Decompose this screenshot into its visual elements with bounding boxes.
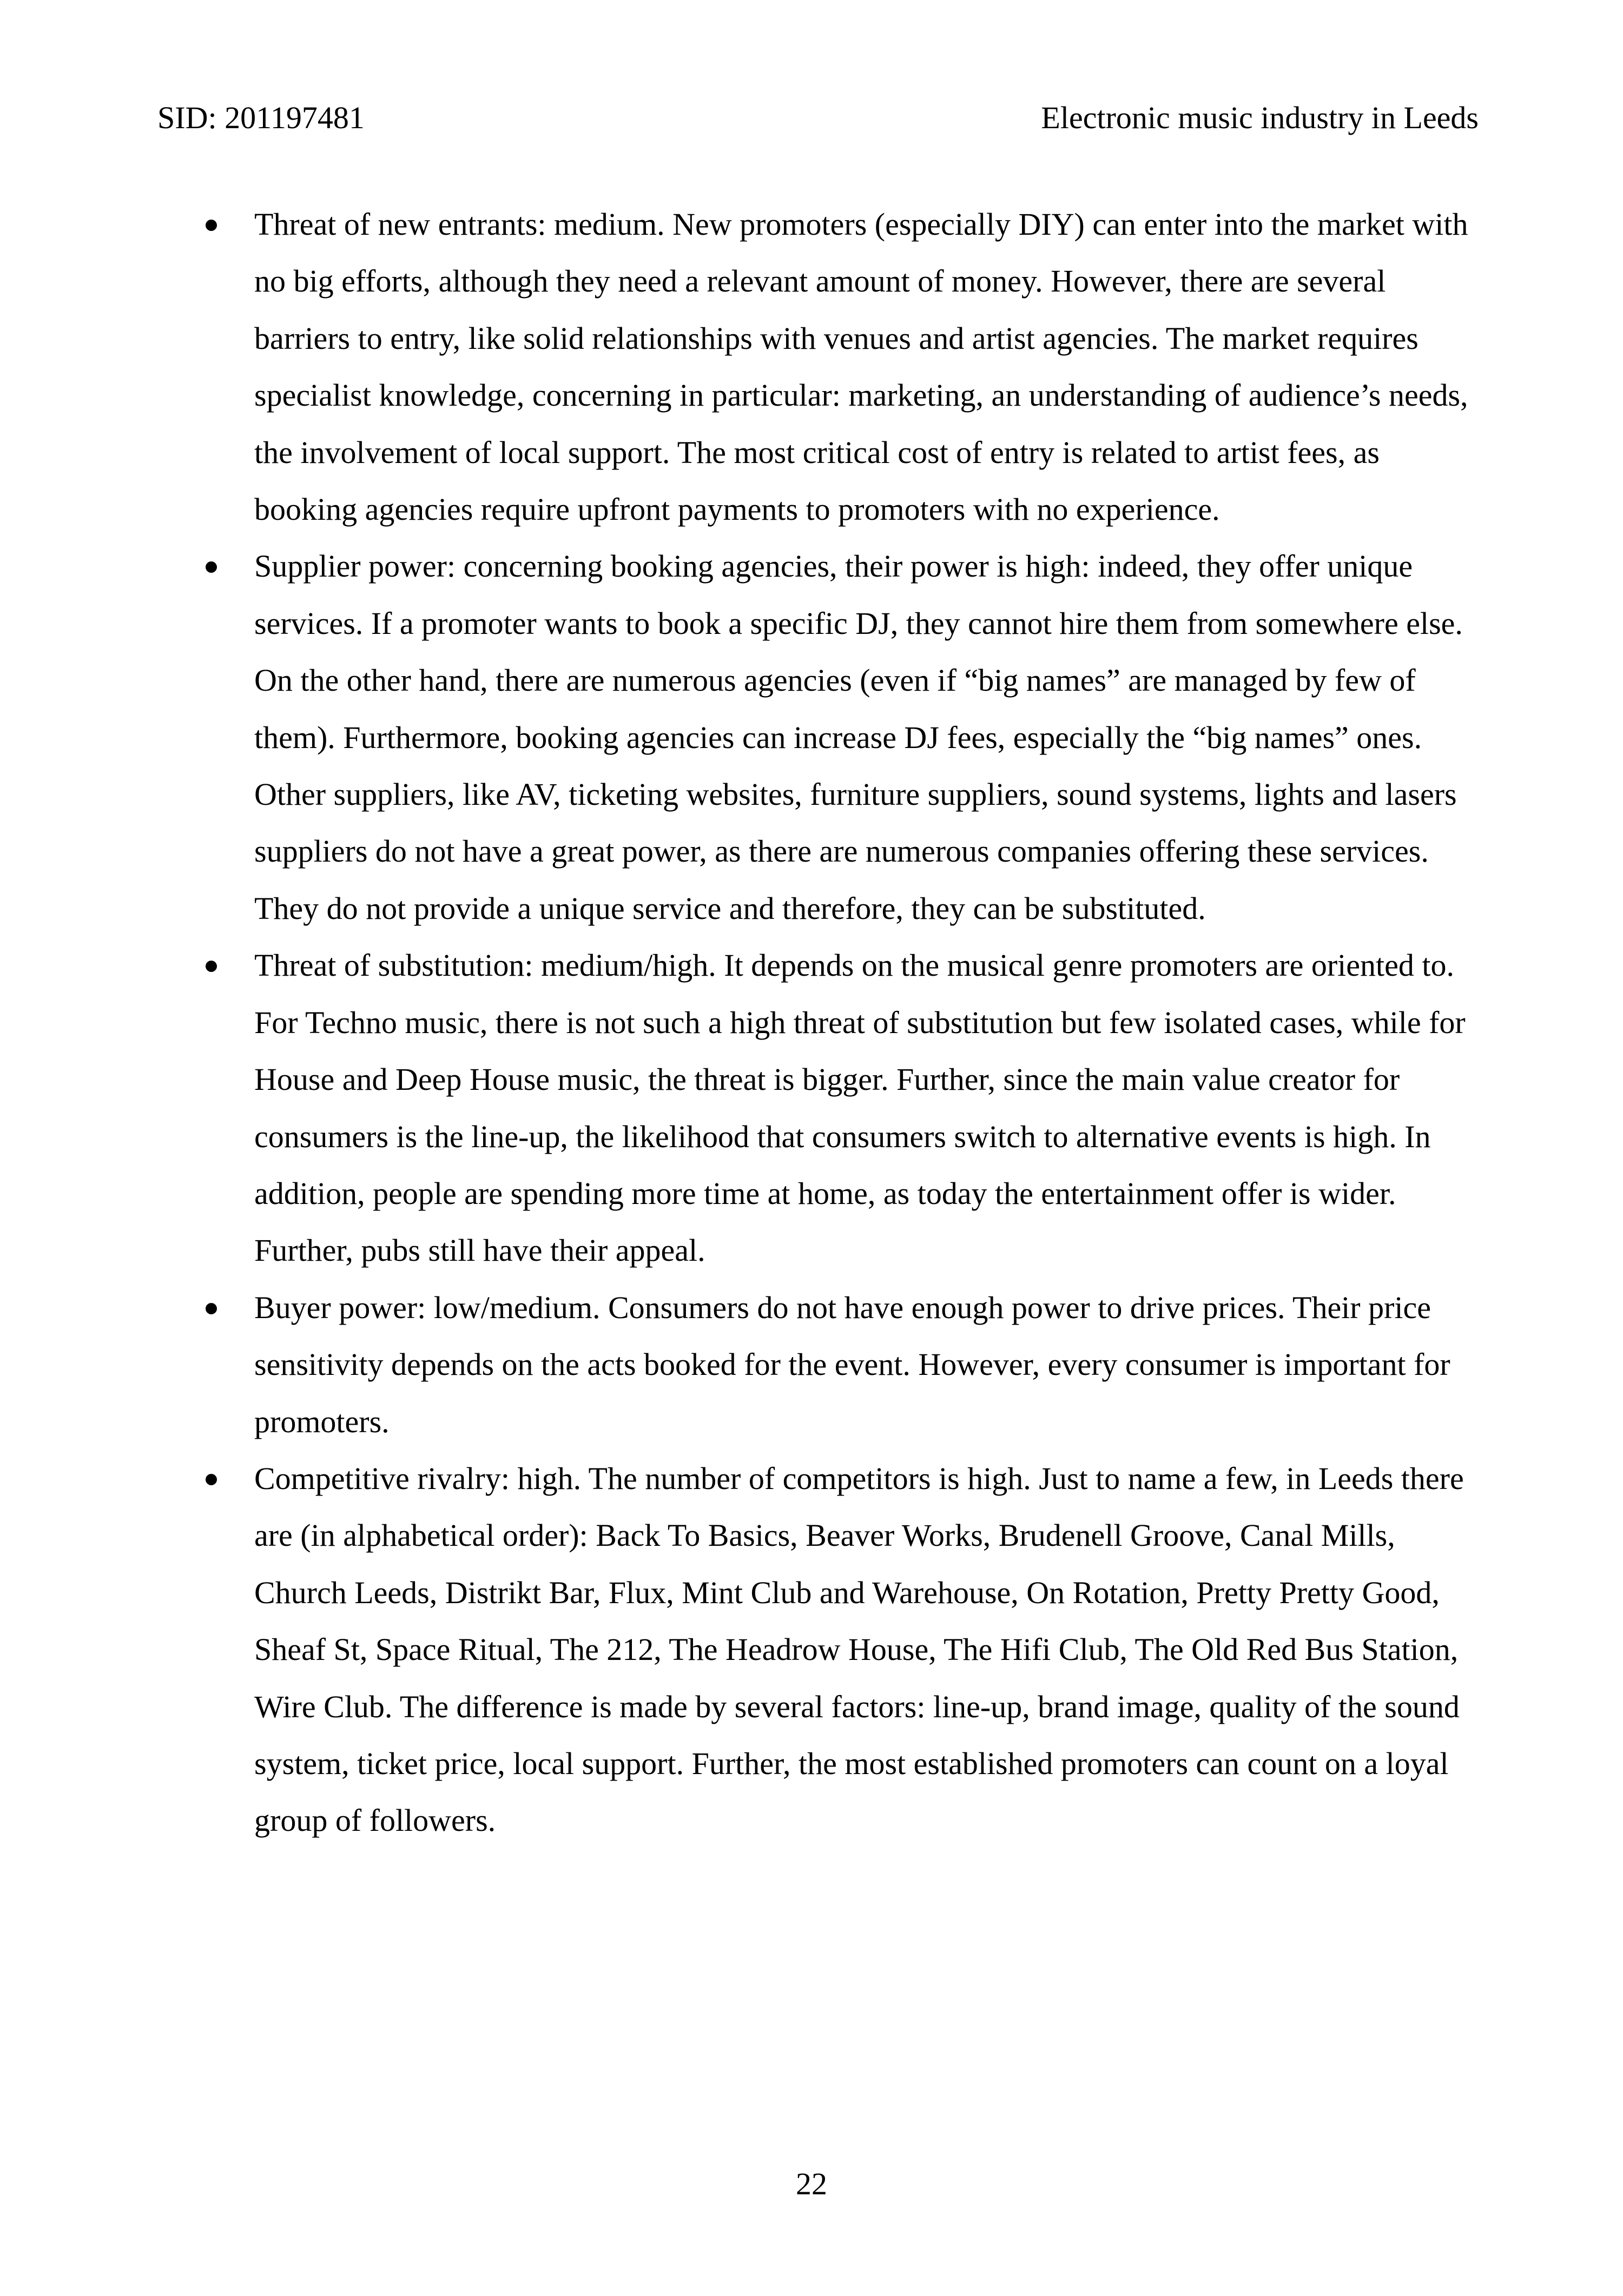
bullet-dot-icon (206, 1474, 217, 1485)
student-id: SID: 201197481 (157, 100, 365, 135)
bullet-item-threat-of-substitution (254, 937, 1485, 1279)
bullet-dot-icon (206, 961, 217, 972)
bullet-dot-icon (206, 220, 217, 231)
bullet-list (254, 196, 1485, 1849)
page-header (157, 96, 1479, 140)
page-number: 22 (796, 2166, 827, 2201)
bullet-continuation-text: Other suppliers, like AV, ticketing websites, furniture suppliers, sound systems, lights and lasers suppliers do not have a great power, as there are numerous companies offering these services. They do not provide a unique service and therefore, they can be substituted. (254, 777, 1457, 926)
bullet-dot-icon (206, 1303, 217, 1314)
bullet-text: Competitive rivalry: high. The number of competitors is high. Just to name a few, in Leeds there are (in alphabetical order): Back To Basics, Beaver Works, Brudenell Groove, Canal Mills, Church Leeds, Distrikt Bar, Flux, Mint Club and Warehouse, On Rotation, Pretty Pretty Good, Sheaf St, Space Ritual, The 212, The Headrow House, The Hifi Club, The Old Red Bus Station, Wire Club. The difference is made by several factors: line-up, brand image, quality of the sound system, ticket price, local support. Further, the most established promoters can count on a loyal group of followers. (254, 1460, 1464, 1838)
document-title: Electronic music industry in Leeds (1041, 100, 1479, 135)
bullet-item-competitive-rivalry (254, 1450, 1485, 1849)
bullet-item-buyer-power (254, 1279, 1485, 1450)
bullet-text: Buyer power: low/medium. Consumers do not have enough power to drive prices. Their price sensitivity depends on the acts booked for the event. However, every consumer is important for promoters. (254, 1289, 1450, 1439)
bullet-text: Supplier power: concerning booking agencies, their power is high: indeed, they offer unique services. If a promoter wants to book a specific DJ, they cannot hire them from somewhere else. On the other hand, there are numerous agencies (even if “big names” are managed by few of them). Furthermore, booking agencies can increase DJ fees, especially the “big names” ones. (254, 548, 1463, 755)
bullet-dot-icon (206, 561, 217, 573)
bullet-item-supplier-power (254, 538, 1485, 937)
bullet-text: Threat of substitution: medium/high. It depends on the musical genre promoters are oriented to. For Techno music, there is not such a high threat of substitution but few isolated cases, while for House and Deep House music, the threat is bigger. Further, since the main value creator for consumers is the line-up, the likelihood that consumers switch to alternative events is high. In addition, people are spending more time at home, as today the entertainment offer is wider. Further, pubs still have their appeal. (254, 948, 1466, 1268)
bullet-text: Threat of new entrants: medium. New promoters (especially DIY) can enter into the market with no big efforts, although they need a relevant amount of money. However, there are several barriers to entry, like solid relationships with venues and artist agencies. The market requires specialist knowledge, concerning in particular: marketing, an understanding of audience’s needs, the involvement of local support. The most critical cost of entry is related to artist fees, as booking agencies require upfront payments to promoters with no experience. (254, 207, 1468, 527)
bullet-item-threat-of-new-entrants (254, 196, 1485, 538)
